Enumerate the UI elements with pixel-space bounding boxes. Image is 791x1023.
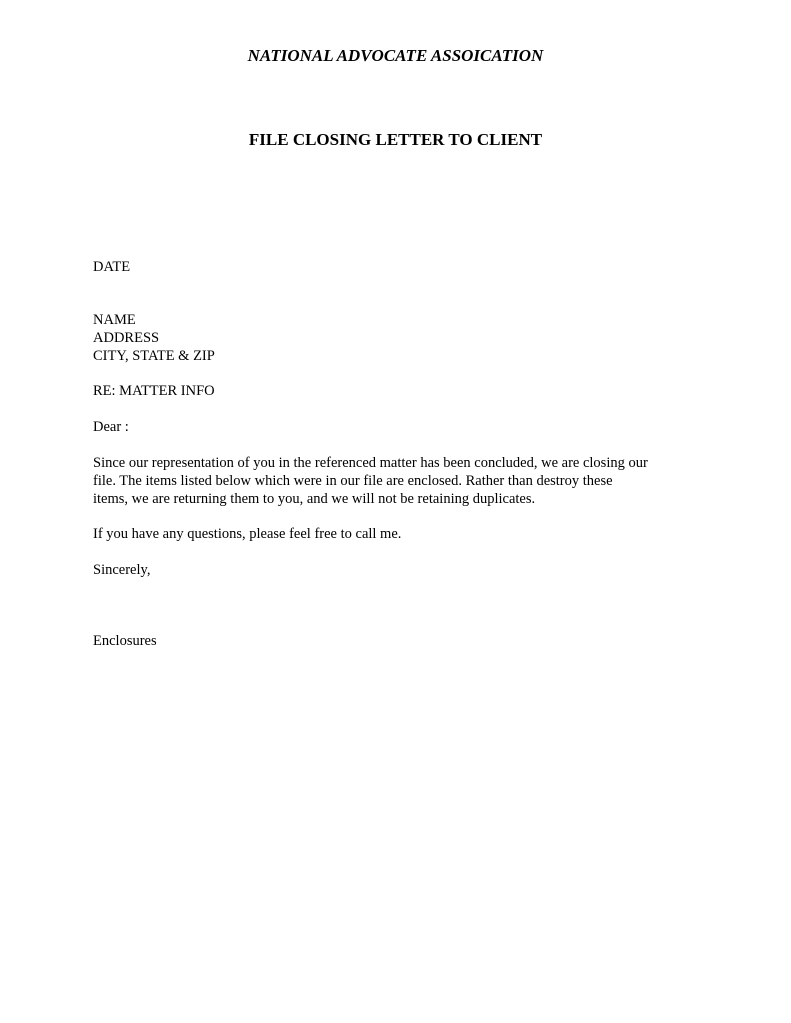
reference-line: RE: MATTER INFO: [93, 383, 215, 399]
letter-date: DATE: [93, 259, 131, 275]
document-title: FILE CLOSING LETTER TO CLIENT: [248, 130, 543, 149]
recipient-address: ADDRESS: [93, 330, 160, 346]
body-paragraph: [93, 454, 703, 508]
closing: Sincerely,: [93, 562, 151, 578]
salutation: Dear :: [93, 419, 129, 435]
body-line: items, we are returning them to you, and we will not be retaining duplicates.: [93, 491, 536, 507]
questions-paragraph: If you have any questions, please feel free to call me.: [93, 526, 402, 542]
recipient-name: NAME: [93, 312, 136, 328]
enclosures-label: Enclosures: [93, 633, 157, 649]
organization-name: NATIONAL ADVOCATE ASSOICATION: [247, 46, 544, 65]
recipient-city-state-zip: CITY, STATE & ZIP: [93, 348, 215, 364]
body-line: Since our representation of you in the referenced matter has been concluded, we are closing our: [93, 455, 648, 471]
body-line: file. The items listed below which were in our file are enclosed. Rather than destroy these: [93, 473, 613, 489]
